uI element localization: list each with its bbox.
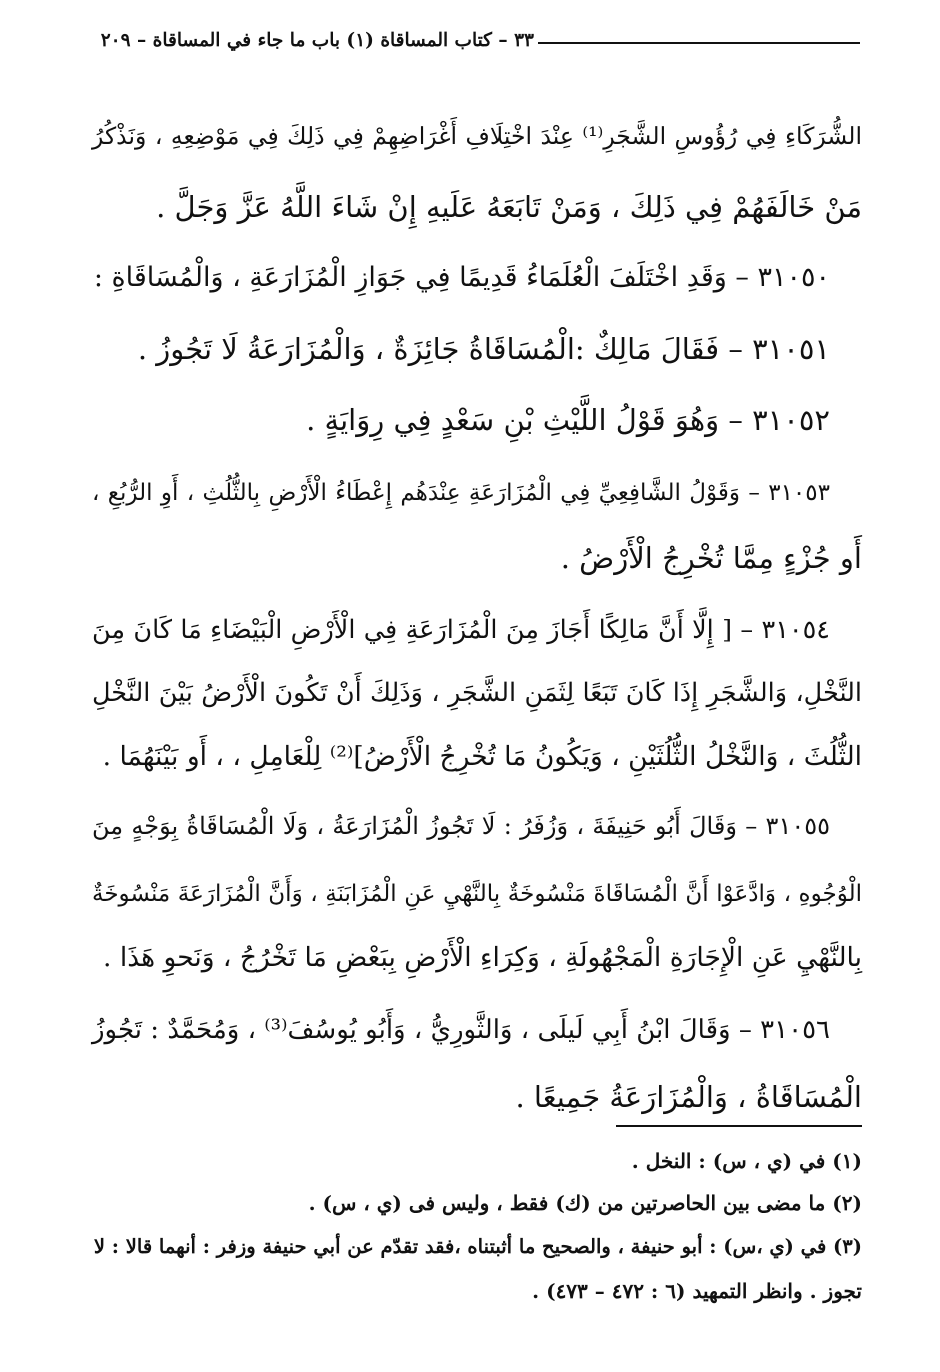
header-rule — [538, 42, 860, 44]
body-line: ٣١٠٥٣ – وَقَوْلُ الشَّافِعِيِّ فِي الْمُزَارَعَةِ عِنْدَهُم إِعْطَاءُ الْأَرْضِ بِالثُّلُثِ ، أَوِ الرُّبُعِ ، — [92, 480, 830, 506]
body-line: ٣١٠٥٠ – وَقَدِ اخْتَلَفَ الْعُلَمَاءُ قَدِيمًا فِي جَوَازِ الْمُزَارَعَةِ ، وَالْمُسَاقَاةِ : — [93, 262, 830, 293]
body-line: بِالنَّهْيِ عَنِ الْإِجَارَةِ الْمَجْهُولَةِ ، وَكِرَاءِ الْأَرْضِ بِبَعْضِ مَا تَخْرُجُ ، وَنَحوِ هَذَا . — [103, 942, 862, 973]
body-line: ٣١٠٥٤ – [ إِلَّا أَنَّ مَالِكًا أَجَازَ مِنَ الْمُزَارَعَةِ فِي الْأَرْضِ الْبَيْضَاءِ مَا كَانَ مِنَ — [92, 615, 830, 645]
body-line: الثُّلُثَ ، وَالنَّخْلُ الثُّلُثَيْنِ ، وَيَكُونُ مَا تُخْرِجُ الْأَرْضُ]⁽²⁾ لِلْعَامِلِ ، ، أَو بَيْنَهُمَا . — [102, 741, 862, 772]
body-line: الْوُجُوهِ ، وَادَّعَوْا أَنَّ الْمُسَاقَاةَ مَنْسُوخَةٌ بِالنَّهْيِ عَنِ الْمُزَابَنَةِ ، وَأَنَّ الْمُزَارَعَةَ مَنْسُوخَةٌ — [92, 881, 862, 907]
body-line: مَنْ خَالَفَهُمْ فِي ذَلِكَ ، وَمَنْ تَابَعَهُ عَلَيهِ إِنْ شَاءَ اللَّهُ عَزَّ وَجَلَّ . — [156, 190, 862, 224]
body-line: الْمُسَاقَاةُ ، وَالْمُزَارَعَةُ جَمِيعًا . — [515, 1080, 862, 1114]
body-line: النَّخْلِ، وَالشَّجَرِ إِذَا كَانَ تَبَعًا لِثَمَنِ الشَّجَرِ ، وَذَلِكَ أَنْ تَكُونَ الْأَرْضُ بَيْنَ النَّخْلِ — [92, 678, 862, 708]
footnote: تجوز . وانظر التمهيد (٦ : ٤٧٢ – ٤٧٣) . — [532, 1279, 862, 1303]
running-header: ٣٣ – كتاب المساقاة (١) باب ما جاء في المساقاة – ٢٠٩ — [100, 30, 534, 51]
footnote: (٣) في (ي ،س) : أبو حنيفة ، والصحيح ما أثبتناه ،فقد تقدّم عن أبي حنيفة وزفر : أنهما قالا : لا — [93, 1235, 862, 1258]
body-line: ٣١٠٥٦ – وَقَالَ ابْنُ أَبِي لَيلَى ، وَالثَّورِيُّ ، وَأَبُو يُوسُفَ⁽³⁾ ، وَمُحَمَّدٌ : تَجُوزُ — [92, 1015, 830, 1045]
footnote: (٢) ما مضى بين الحاصرتين من (ك) فقط ، وليس فى (ي ، س) . — [308, 1191, 862, 1215]
footnote-separator — [616, 1125, 862, 1127]
body-line: ٣١٠٥٢ – وَهُوَ قَوْلُ اللَّيْثِ بْنِ سَعْدٍ فِي رِوَايَةٍ . — [306, 403, 830, 437]
body-line: ٣١٠٥٥ – وَقَالَ أَبُو حَنِيفَةَ ، وَزُفَرُ : لَا تَجُوزُ الْمُزَارَعَةُ ، وَلَا الْمُسَاقَاةُ بِوَجْهٍ مِنَ — [92, 812, 830, 840]
body-line: ٣١٠٥١ – فَقَالَ مَالِكٌ :الْمُسَاقَاةُ جَائِزَةٌ ، وَالْمُزَارَعَةُ لَا تَجُوزُ . — [137, 332, 830, 366]
body-line: أَو جُزْءٍ مِمَّا تُخْرِجُ الْأَرْضُ . — [560, 541, 862, 575]
body-line: الشُّرَكَاءِ فِي رُؤُوسِ الشَّجَرِ⁽¹⁾ عِنْدَ اخْتِلَافِ أَغْرَاضِهِمْ فِي ذَلِكَ فِي مَوْضِعِهِ ، وَنَذْكُرُ — [92, 122, 863, 150]
footnote: (١) في (ي ، س) : النخل . — [631, 1149, 862, 1173]
